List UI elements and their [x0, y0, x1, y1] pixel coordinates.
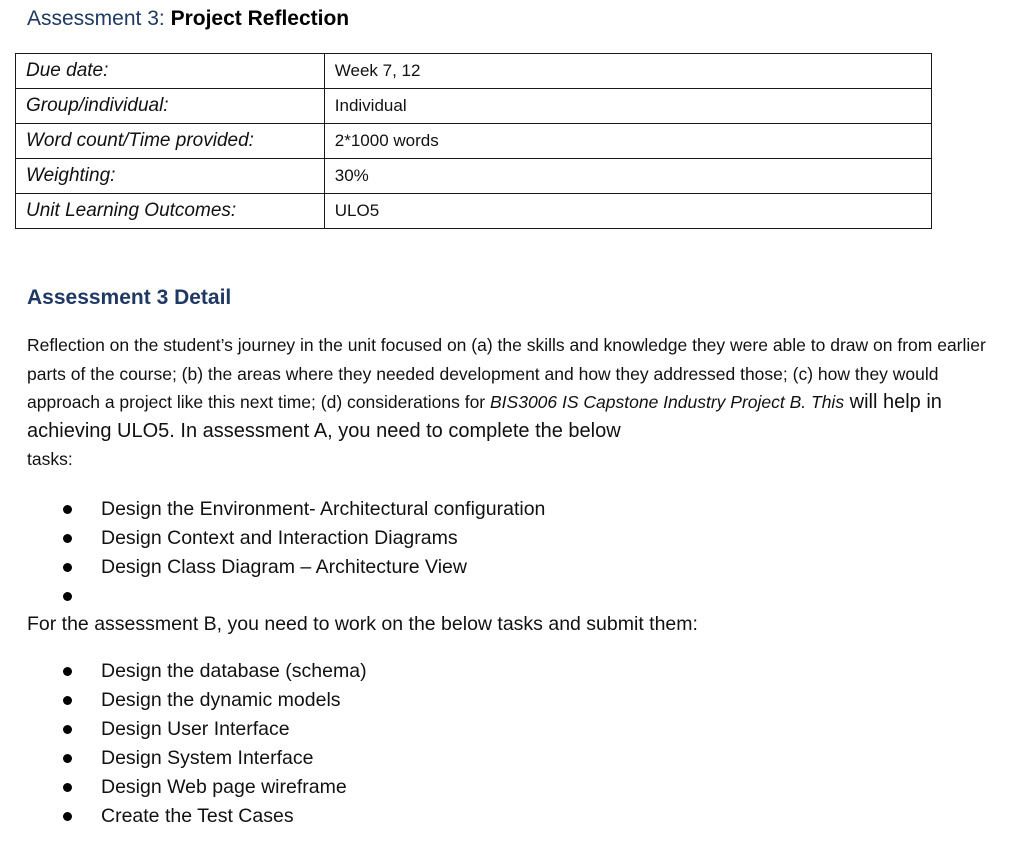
task-label: Design the database (schema) — [101, 660, 367, 682]
bullet-icon — [63, 534, 72, 543]
bullet-icon — [63, 696, 72, 705]
task-label: Design the dynamic models — [101, 689, 341, 711]
task-label: Design Class Diagram – Architecture View — [101, 556, 467, 578]
task-label: Design Web page wireframe — [101, 776, 347, 798]
bullet-icon — [63, 505, 72, 514]
task-label: Design User Interface — [101, 718, 290, 740]
paragraph-large: will help in achieving ULO5. In assessment A, you need to complete the below — [27, 391, 942, 442]
task-label: Design the Environment- Architectural configuration — [101, 498, 546, 520]
bullet-icon — [63, 725, 72, 734]
table-row — [16, 194, 932, 229]
row-label: Group/individual: — [16, 89, 325, 124]
task-label: Design System Interface — [101, 747, 314, 769]
table-row — [16, 124, 932, 159]
assessment-info-table — [15, 53, 932, 229]
bullet-icon — [63, 783, 72, 792]
table-row — [16, 54, 932, 89]
row-label: Word count/Time provided: — [16, 124, 325, 159]
row-label: Unit Learning Outcomes: — [16, 194, 325, 229]
bullet-icon — [63, 667, 72, 676]
bullet-icon — [63, 592, 72, 601]
bullet-icon — [63, 754, 72, 763]
table-row — [16, 159, 932, 194]
heading-title: Project Reflection — [170, 7, 350, 30]
bullet-icon — [63, 563, 72, 572]
paragraph-end: tasks: — [27, 449, 73, 469]
task-label: Design Context and Interaction Diagrams — [101, 527, 458, 549]
row-value: 30% — [324, 159, 931, 194]
row-label: Due date: — [16, 54, 325, 89]
heading-prefix: Assessment 3: — [27, 7, 165, 30]
assessment-heading — [27, 6, 349, 32]
paragraph-main: Reflection on the student’s journey in the unit focused on (a) the skills and knowledge they were able to draw on from earlier parts of the course; (b) the areas where they needed development and how they addressed those; (c) how they would approach a project like this next time; (d) considerations for — [27, 335, 986, 412]
row-label: Weighting: — [16, 159, 325, 194]
row-value: 2*1000 words — [324, 124, 931, 159]
row-value: Individual — [324, 89, 931, 124]
detail-paragraph — [27, 331, 987, 474]
table-row — [16, 89, 932, 124]
detail-heading: Assessment 3 Detail — [27, 286, 232, 309]
task-label: Create the Test Cases — [101, 805, 294, 827]
row-value: ULO5 — [324, 194, 931, 229]
paragraph-italic: BIS3006 IS Capstone Industry Project B. This — [490, 392, 845, 412]
bullet-icon — [63, 812, 72, 821]
row-value: Week 7, 12 — [324, 54, 931, 89]
assessment-b-intro: For the assessment B, you need to work on the below tasks and submit them: — [27, 613, 698, 635]
